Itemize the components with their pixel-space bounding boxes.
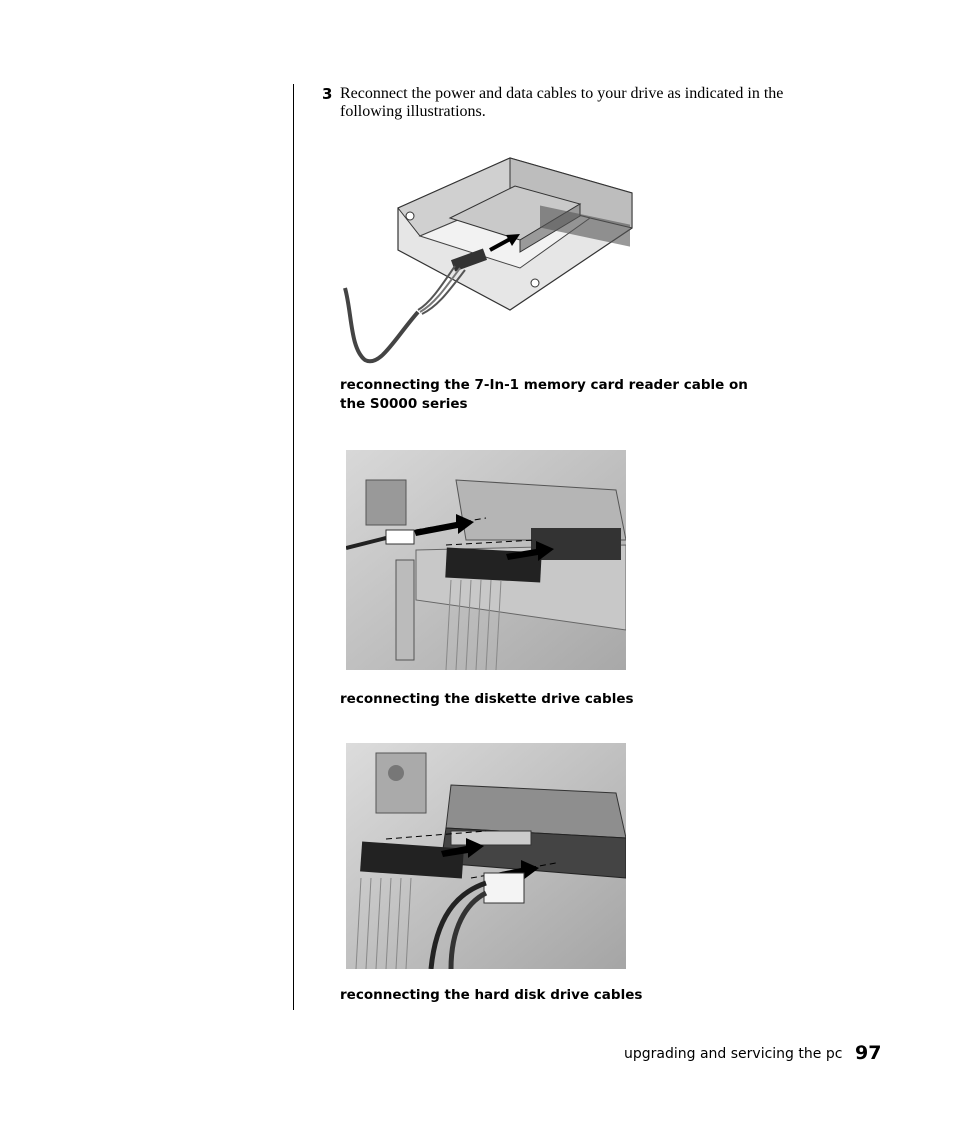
- page-number: 97: [855, 1042, 882, 1064]
- figure-1-caption: reconnecting the 7-In-1 memory card reader cable on the S0000 series: [340, 377, 748, 412]
- diskette-drive-illustration: [346, 450, 626, 670]
- figure-2-caption: reconnecting the diskette drive cables: [340, 691, 634, 707]
- footer-section-title: upgrading and servicing the pc: [624, 1046, 843, 1062]
- margin-rule: [293, 84, 294, 1010]
- card-reader-illustration: [340, 138, 640, 370]
- figure-3-caption: reconnecting the hard disk drive cables: [340, 987, 643, 1003]
- step-number: 3: [322, 85, 333, 103]
- hard-disk-drive-illustration: [346, 743, 626, 969]
- step-3: [322, 85, 842, 121]
- step-text: Reconnect the power and data cables to your drive as indicated in the following illustrations.: [340, 85, 784, 120]
